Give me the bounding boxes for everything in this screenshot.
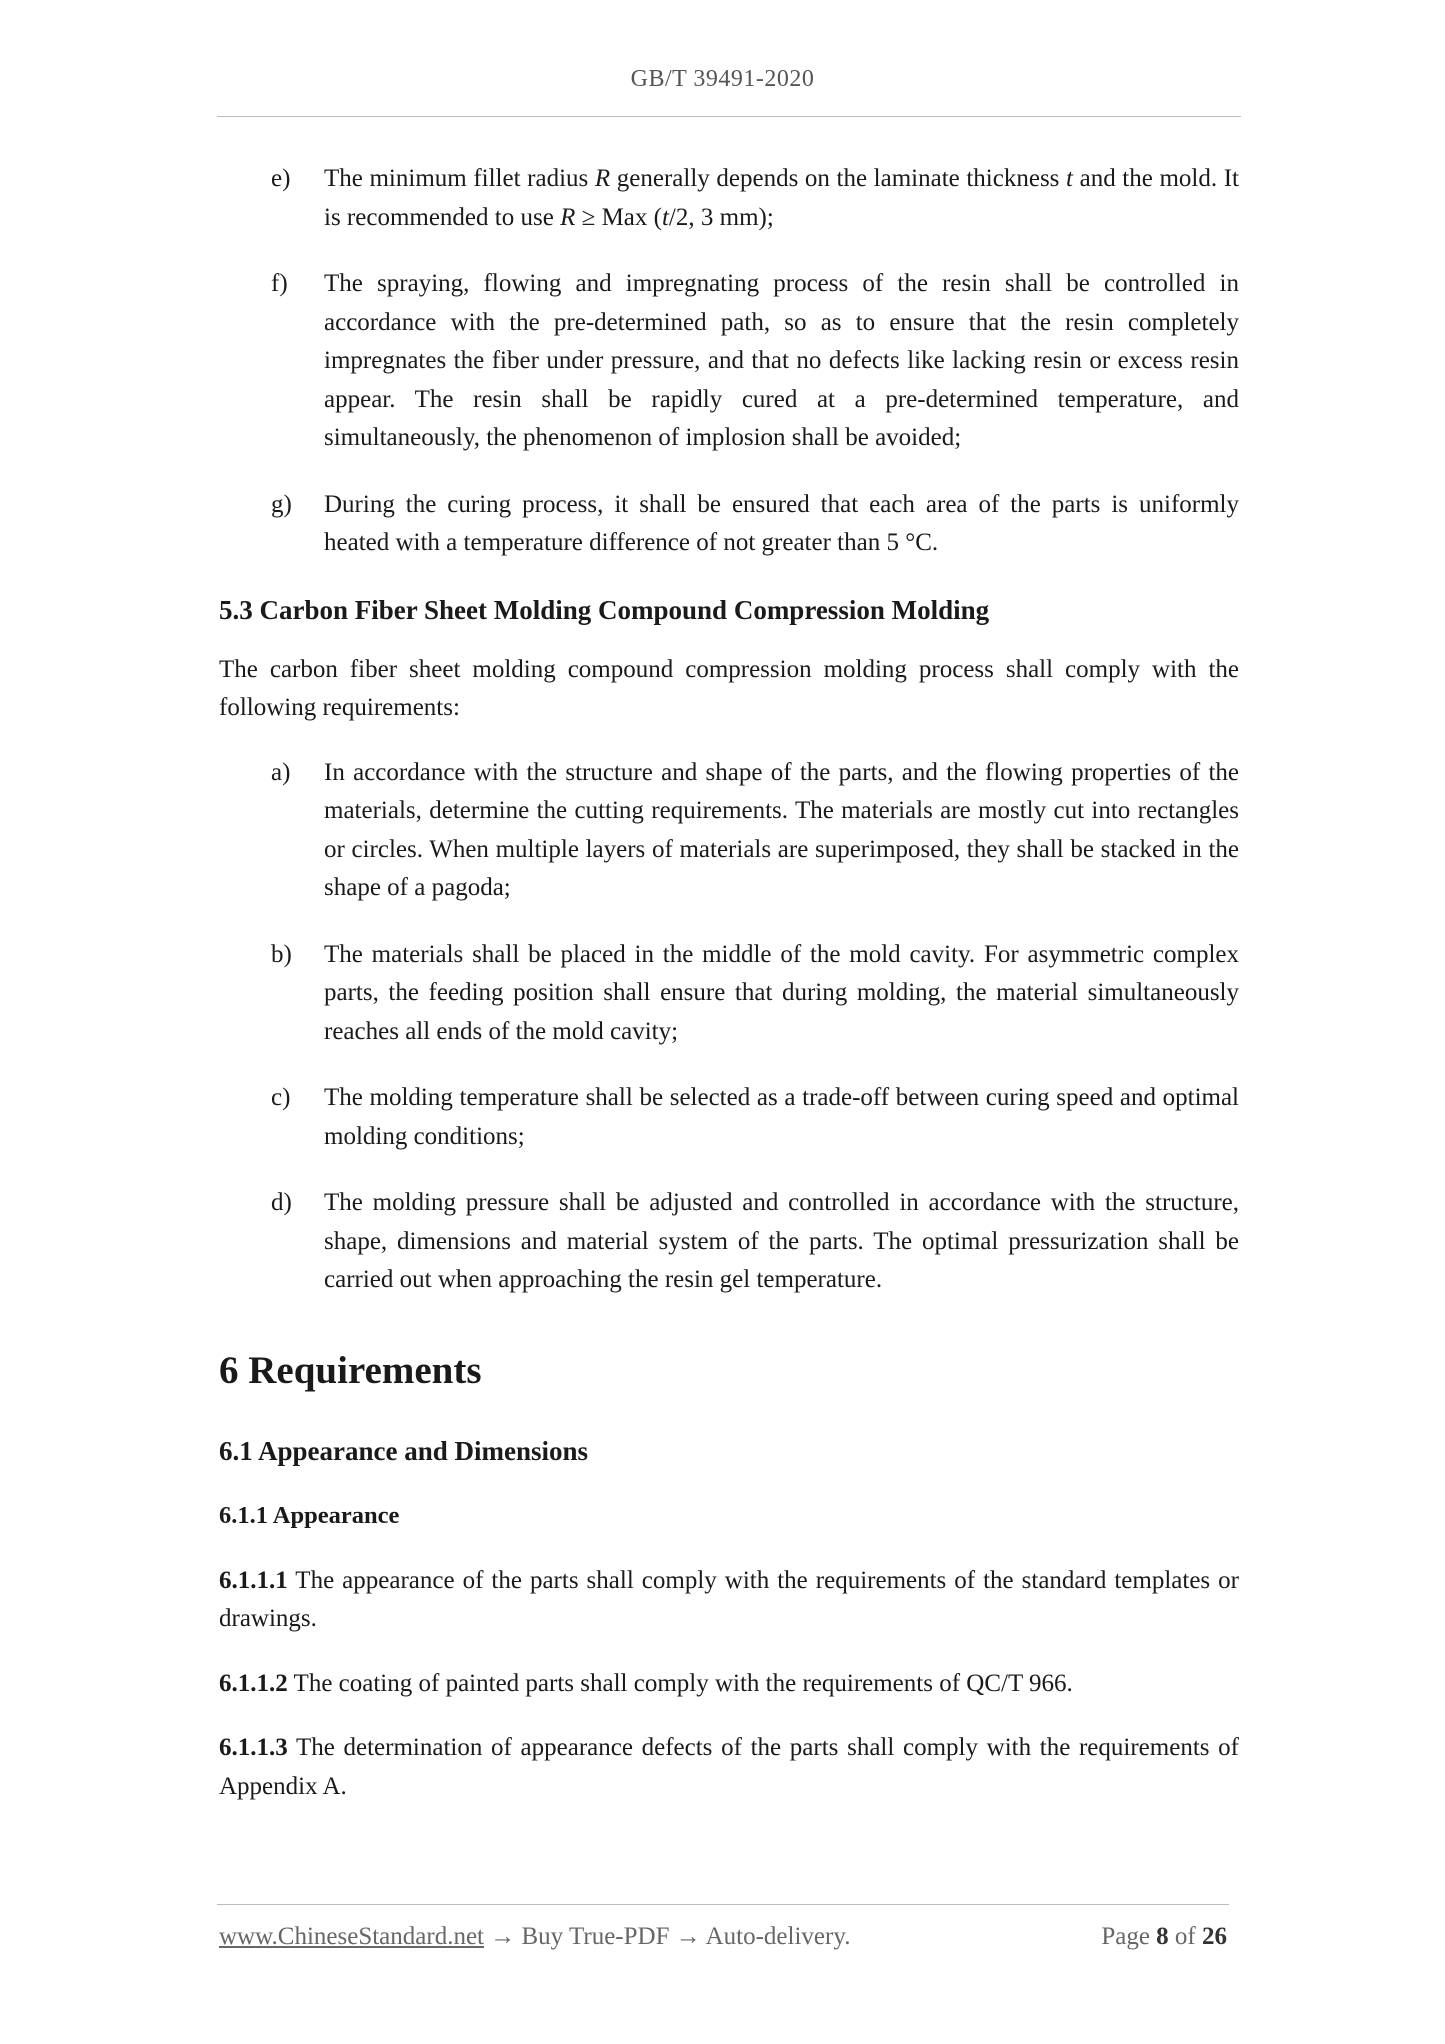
list-marker: b) (271, 940, 292, 968)
variable-r: R (594, 165, 611, 192)
section-heading-6-1: 6.1 Appearance and Dimensions (219, 1435, 589, 1466)
list-item-b (219, 936, 1239, 1052)
list-item-f (219, 265, 1239, 458)
page-total: 26 (1202, 1923, 1227, 1950)
list-text (324, 165, 1239, 231)
list-item-a (219, 754, 1239, 908)
list-text: During the curing process, it shall be ensured that each area of the parts is uniformly heated with a temperature difference of not greater than 5 °C. (324, 490, 1239, 556)
page-content (219, 160, 1239, 1832)
variable-t: t (661, 203, 669, 231)
text-run: The minimum fillet radius (324, 165, 595, 192)
auto-delivery-text: Auto-delivery. (705, 1923, 851, 1950)
list-text: In accordance with the structure and shape of the parts, and the flowing properties of the materials, determine the cutting requirements. The materials are mostly cut into rectangles or circles. When multiple layers of materials are superimposed, they shall be stacked in the shape of a pagoda; (324, 758, 1239, 901)
page-indicator (1101, 1923, 1227, 1951)
list-marker: f) (271, 270, 288, 297)
list-item-e (219, 160, 1239, 237)
list-marker: e) (271, 165, 291, 192)
text-run: /2, 3 mm); (668, 203, 774, 231)
list-marker: a) (271, 758, 291, 786)
text-run: and the mold. It is recommended to use (324, 165, 1239, 231)
buy-pdf-text: Buy True-PDF (521, 1923, 670, 1950)
of-label: of (1168, 1923, 1202, 1950)
list-item-d (219, 1184, 1239, 1300)
page-footer (219, 1923, 1227, 1951)
clause-text: The coating of painted parts shall comply with the requirements of QC/T 966. (287, 1669, 1073, 1697)
clause-text: The determination of appearance defects of the parts shall comply with the requirements of Appendix A. (219, 1734, 1239, 1800)
text-run: generally depends on the laminate thickness (610, 165, 1067, 192)
list-item-g (219, 486, 1239, 563)
document-code-header: GB/T 39491-2020 (630, 66, 815, 92)
clause-6-1-1-2 (219, 1665, 1239, 1704)
section-heading-5-3: 5.3 Carbon Fiber Sheet Molding Compound Compression Molding (219, 594, 990, 625)
list-text: The molding temperature shall be selected as a trade-off between curing speed and optimal molding conditions; (324, 1084, 1239, 1150)
arrow-icon: → (669, 1923, 706, 1950)
clause-text: The appearance of the parts shall comply with the requirements of the standard templates or drawings. (219, 1566, 1239, 1632)
clause-6-1-1-3 (219, 1729, 1239, 1806)
list-text: The materials shall be placed in the middle of the mold cavity. For asymmetric complex parts, the feeding position shall ensure that during molding, the material simultaneously reaches all ends of the mold cavity; (324, 940, 1239, 1045)
header-divider (217, 116, 1241, 117)
variable-t: t (1066, 165, 1073, 192)
website-link[interactable]: www.ChineseStandard.net (219, 1923, 484, 1950)
clause-number: 6.1.1.3 (219, 1734, 288, 1761)
clause-number: 6.1.1.1 (219, 1566, 288, 1594)
list-text: The spraying, flowing and impregnating process of the resin shall be controlled in accordance with the pre-determined path, so as to ensure that the resin completely impregnates the fiber under pressure, and that no defects like lacking resin or excess resin appear. The resin shall be rapidly cured at a pre-determined temperature, and simultaneously, the phenomenon of implosion shall be avoided; (324, 270, 1239, 451)
arrow-icon: → (484, 1923, 522, 1950)
list-marker: g) (271, 490, 292, 518)
list-item-c (219, 1079, 1239, 1156)
page-label: Page (1101, 1923, 1157, 1950)
clause-6-1-1-1 (219, 1562, 1239, 1639)
list-text: The molding pressure shall be adjusted and controlled in accordance with the structure, shape, dimensions and material system of the parts. The optimal pressurization shall be carried out when approaching the resin gel temperature. (324, 1189, 1239, 1293)
list-marker: d) (271, 1189, 292, 1216)
chapter-heading-6: 6 Requirements (219, 1348, 482, 1392)
section-intro-paragraph: The carbon fiber sheet molding compound compression molding process shall comply with the following requirements: (219, 655, 1239, 721)
list-marker: c) (271, 1084, 291, 1111)
footer-divider (217, 1904, 1229, 1905)
subsection-heading-6-1-1: 6.1.1 Appearance (219, 1501, 400, 1529)
clause-number: 6.1.1.2 (219, 1669, 288, 1697)
variable-r: R (560, 203, 576, 231)
text-run: ≥ Max ( (575, 203, 662, 231)
page-number: 8 (1156, 1923, 1169, 1950)
